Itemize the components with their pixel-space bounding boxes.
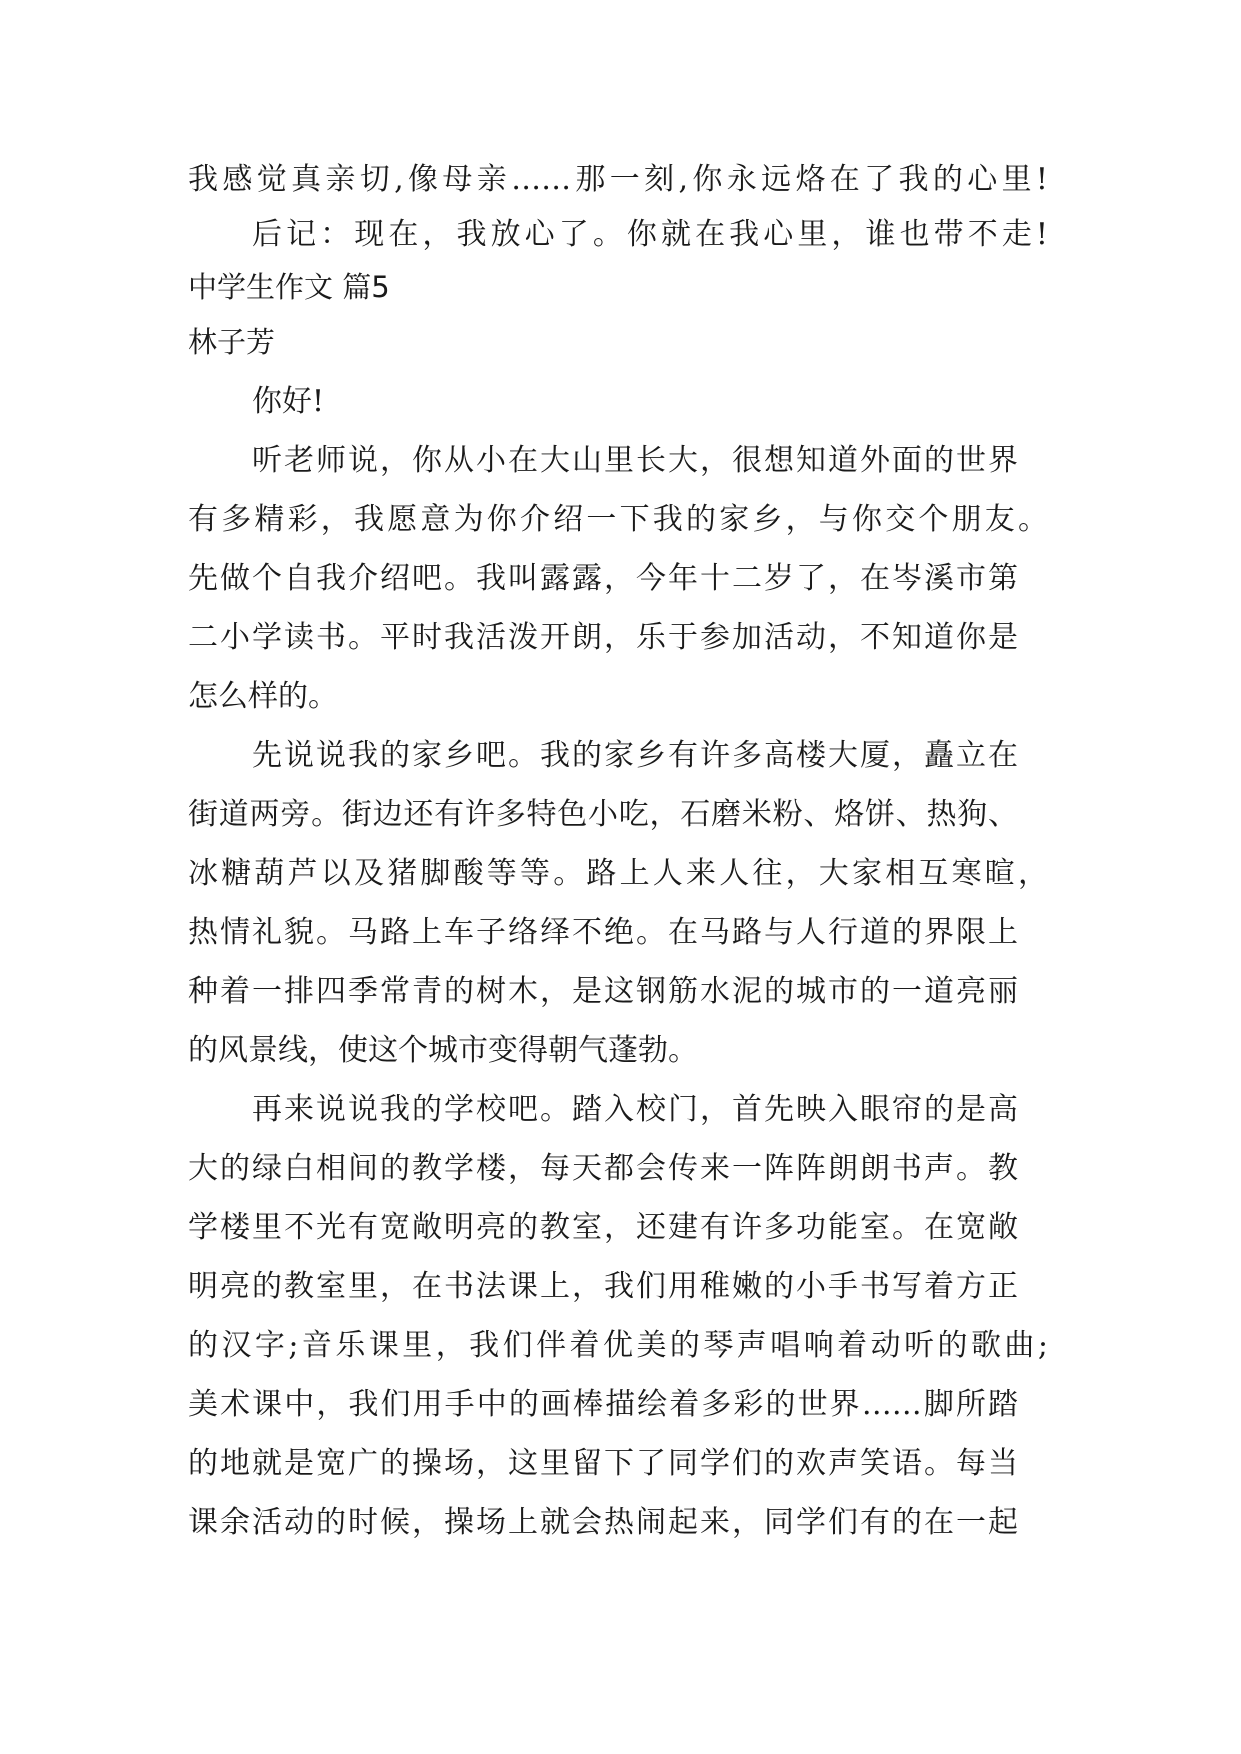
text-line: 明亮的教室里，在书法课上，我们用稚嫩的小手书写着方正 bbox=[188, 1269, 1018, 1304]
text-line: 美术课中，我们用手中的画棒描绘着多彩的世界……脚所踏 bbox=[188, 1387, 1018, 1422]
text-line: 的风景线，使这个城市变得朝气蓬勃。 bbox=[188, 1033, 698, 1068]
text-line: 大的绿白相间的教学楼，每天都会传来一阵阵朗朗书声。教 bbox=[188, 1151, 1018, 1186]
greeting: 你好! bbox=[252, 384, 325, 419]
postscript-line: 后记：现在，我放心了。你就在我心里，谁也带不走! bbox=[252, 217, 1048, 252]
document-body bbox=[188, 150, 1068, 1552]
text-line: 热情礼貌。马路上车子络绎不绝。在马路与人行道的界限上 bbox=[188, 915, 1018, 950]
author-name: 林子芳 bbox=[188, 325, 276, 359]
text-line: 怎么样的。 bbox=[188, 679, 338, 714]
text-line: 的汉字;音乐课里，我们伴着优美的琴声唱响着动听的歌曲; bbox=[188, 1328, 1048, 1363]
text-line: 再来说说我的学校吧。踏入校门，首先映入眼帘的是高 bbox=[252, 1092, 1018, 1127]
text-line: 先说说我的家乡吧。我的家乡有许多高楼大厦，矗立在 bbox=[252, 738, 1018, 773]
text-line: 我感觉真亲切,像母亲……那一刻,你永远烙在了我的心里! bbox=[188, 162, 1048, 197]
text-line: 课余活动的时候，操场上就会热闹起来，同学们有的在一起 bbox=[188, 1505, 1018, 1540]
text-line: 有多精彩，我愿意为你介绍一下我的家乡，与你交个朋友。 bbox=[188, 502, 1048, 537]
text-line: 二小学读书。平时我活泼开朗，乐于参加活动，不知道你是 bbox=[188, 620, 1018, 655]
text-line: 听老师说，你从小在大山里长大，很想知道外面的世界 bbox=[252, 443, 1018, 478]
text-line: 种着一排四季常青的树木，是这钢筋水泥的城市的一道亮丽 bbox=[188, 974, 1018, 1009]
text-line: 学楼里不光有宽敞明亮的教室，还建有许多功能室。在宽敞 bbox=[188, 1210, 1018, 1245]
text-line: 的地就是宽广的操场，这里留下了同学们的欢声笑语。每当 bbox=[188, 1446, 1018, 1481]
text-line: 街道两旁。街边还有许多特色小吃，石磨米粉、烙饼、热狗、 bbox=[188, 797, 1018, 832]
essay-heading: 中学生作文 篇5 bbox=[188, 270, 390, 304]
text-line: 冰糖葫芦以及猪脚酸等等。路上人来人往，大家相互寒暄， bbox=[188, 856, 1048, 891]
text-line: 先做个自我介绍吧。我叫露露，今年十二岁了，在岑溪市第 bbox=[188, 561, 1018, 596]
